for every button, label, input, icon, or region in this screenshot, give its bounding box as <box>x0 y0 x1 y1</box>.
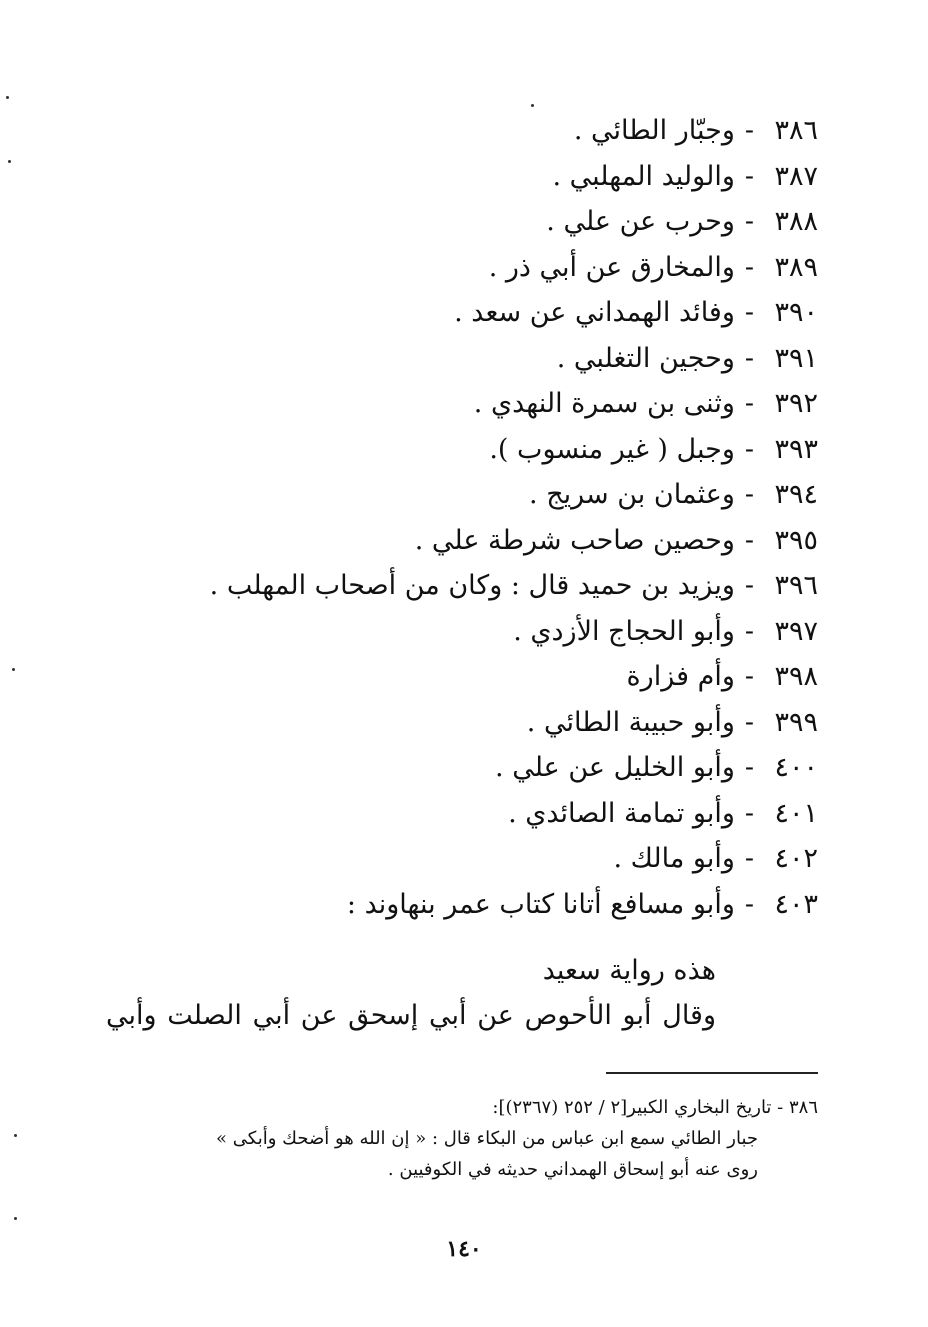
entry-separator: - <box>744 615 754 647</box>
entry-number: ٣٩٣ <box>774 433 818 465</box>
entry-number: ٣٩٢ <box>774 388 818 419</box>
entry-text: وأبو تمامة الصائدي . <box>508 797 735 829</box>
list-item <box>98 882 818 928</box>
list-item <box>98 245 818 291</box>
entry-number: ٤٠٠ <box>774 752 818 783</box>
footnote-divider <box>606 1072 818 1074</box>
entry-text: ويزيد بن حميد قال : وكان من أصحاب المهلب . <box>209 570 735 601</box>
entry-number: ٣٨٨ <box>774 206 818 237</box>
entry-text: وجبل ( غير منسوب ). <box>489 433 735 465</box>
entry-separator: - <box>744 752 754 783</box>
entry-text: وحجين التغلبي . <box>556 342 735 374</box>
entry-separator: - <box>744 251 754 283</box>
list-item <box>98 154 818 200</box>
entry-number: ٣٨٧ <box>774 160 818 192</box>
entry-separator: - <box>744 115 754 146</box>
list-item <box>98 745 818 791</box>
entry-separator: - <box>744 843 754 874</box>
entry-text: وأبو الحجاج الأزدي . <box>513 615 735 647</box>
list-item <box>98 381 818 427</box>
entry-text: والوليد المهلبي . <box>552 160 735 192</box>
footnote-heading: ٣٨٦ - تاريخ البخاري الكبير[٢ / ٢٥٢ (٢٣٦٧)]: <box>492 1097 818 1118</box>
entry-number: ٣٩١ <box>774 342 818 374</box>
page-number: ١٤٠ <box>446 1236 482 1262</box>
scan-speck <box>8 160 11 163</box>
entry-separator: - <box>744 160 754 192</box>
entry-separator: - <box>744 797 754 829</box>
list-item <box>98 518 818 564</box>
scan-speck <box>14 1217 17 1220</box>
entry-text: وأبو الخليل عن علي . <box>495 752 735 783</box>
entry-text: وأبو حبيبة الطائي . <box>526 706 735 738</box>
scan-speck <box>6 96 9 99</box>
continuation-line: هذه رواية سعيد <box>542 955 716 986</box>
entry-text: وأم فزارة <box>626 661 735 692</box>
list-item <box>98 791 818 837</box>
list-item <box>98 427 818 473</box>
entry-separator: - <box>744 342 754 374</box>
entry-number: ٤٠١ <box>774 797 818 829</box>
footnote-body <box>118 1123 818 1185</box>
entry-number: ٤٠٣ <box>774 888 818 920</box>
list-item <box>98 108 818 154</box>
entry-number: ٣٨٦ <box>774 115 818 146</box>
scan-speck <box>14 1134 17 1137</box>
entry-separator: - <box>744 479 754 510</box>
footnote-line: روى عنه أبو إسحاق الهمداني حديثه في الكوفيين . <box>387 1159 758 1180</box>
list-item <box>98 199 818 245</box>
list-item <box>98 290 818 336</box>
entry-separator: - <box>744 706 754 738</box>
entry-text: وثنى بن سمرة النهدي . <box>473 388 735 419</box>
entry-separator: - <box>744 297 754 328</box>
scan-speck <box>12 668 15 671</box>
entry-separator: - <box>744 433 754 465</box>
entry-number: ٣٩٥ <box>774 524 818 556</box>
entry-number: ٣٩٤ <box>774 479 818 510</box>
continuation-line: وقال أبو الأحوص عن أبي إسحق عن أبي الصلت وأبي <box>106 1000 716 1031</box>
list-item <box>98 654 818 700</box>
entry-number: ٣٩٧ <box>774 615 818 647</box>
entry-separator: - <box>744 661 754 692</box>
entry-number: ٤٠٢ <box>774 843 818 874</box>
footnote-line: جبار الطائي سمع ابن عباس من البكاء قال : « إن الله هو أضحك وأبكى » <box>216 1128 758 1149</box>
entry-separator: - <box>744 388 754 419</box>
entry-number: ٣٩٨ <box>774 661 818 692</box>
entry-separator: - <box>744 206 754 237</box>
entry-number: ٣٩٩ <box>774 706 818 738</box>
list-item <box>98 836 818 882</box>
entry-text: والمخارق عن أبي ذر . <box>488 251 735 283</box>
entry-text: وأبو مالك . <box>613 843 735 874</box>
entry-text: وعثمان بن سريج . <box>529 479 735 510</box>
list-item <box>98 609 818 655</box>
list-item <box>98 700 818 746</box>
footnotes <box>118 1092 818 1185</box>
list-item <box>98 336 818 382</box>
list-item <box>98 472 818 518</box>
entry-text: وجبّار الطائي . <box>573 115 735 146</box>
entry-text: وفائد الهمداني عن سعد . <box>454 297 735 328</box>
scan-speck <box>531 104 534 107</box>
entry-separator: - <box>744 524 754 556</box>
narrator-list <box>98 108 818 927</box>
entry-separator: - <box>744 888 754 920</box>
entry-number: ٣٩٦ <box>774 570 818 601</box>
entry-text: وحصين صاحب شرطة علي . <box>414 524 735 556</box>
entry-separator: - <box>744 570 754 601</box>
entry-text: وأبو مسافع أتانا كتاب عمر بنهاوند : <box>346 888 735 920</box>
entry-number: ٣٨٩ <box>774 251 818 283</box>
entry-number: ٣٩٠ <box>774 297 818 328</box>
list-item <box>98 563 818 609</box>
entry-text: وحرب عن علي . <box>546 206 735 237</box>
